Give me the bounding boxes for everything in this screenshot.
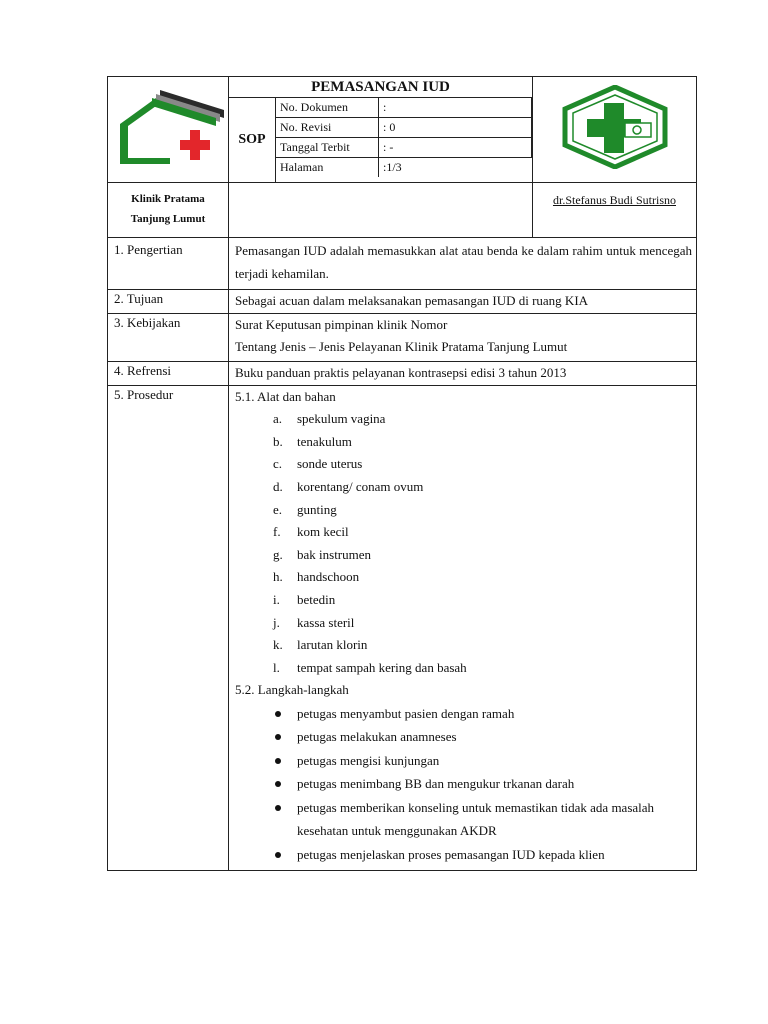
list-item: [273, 589, 692, 612]
section-label: 4. Refrensi: [108, 361, 229, 385]
list-item: [273, 566, 692, 589]
list-item: [273, 521, 692, 544]
list-text: betedin: [297, 591, 336, 607]
list-item: [273, 476, 692, 499]
list-marker: f.: [273, 524, 281, 540]
list-marker: a.: [273, 411, 283, 427]
clinic-name: [108, 183, 229, 238]
list-text: petugas memberikan konseling untuk memastikan tidak ada masalah kesehatan untuk menggunakan AKDR: [297, 799, 655, 839]
section-label: 3. Kebijakan: [108, 313, 229, 361]
health-ministry-logo-icon: [561, 85, 669, 169]
meta-value: : -: [379, 138, 532, 158]
list-text: korentang/ conam ovum: [297, 478, 424, 494]
document-title: PEMASANGAN IUD: [229, 77, 532, 98]
list-text: petugas menyambut pasien dengan ramah: [297, 705, 515, 721]
list-item: [273, 725, 692, 749]
meta-value: :1/3: [379, 158, 532, 178]
list-item: [273, 657, 692, 680]
list-item: [273, 749, 692, 773]
bullet-icon: [275, 758, 281, 764]
list-item: [273, 796, 692, 843]
list-item: [273, 843, 692, 867]
refrensi-text: Buku panduan praktis pelayanan kontrasepsi edisi 3 tahun 2013: [229, 361, 697, 385]
clinic-logo-cell: [108, 77, 229, 183]
langkah-list: [235, 702, 692, 867]
clinic-house-logo-icon: [112, 88, 224, 166]
list-text: handschoon: [297, 569, 360, 585]
bullet-icon: [275, 852, 281, 858]
clinic-name-line1: Klinik Pratama: [131, 193, 205, 205]
list-text: petugas melakukan anamneses: [297, 729, 457, 745]
bullet-icon: [275, 734, 281, 740]
list-marker: l.: [273, 659, 280, 675]
section-label: 2. Tujuan: [108, 290, 229, 314]
list-text: larutan klorin: [297, 637, 368, 653]
ministry-logo-cell: [533, 77, 697, 183]
pengertian-text: Pemasangan IUD adalah memasukkan alat atau benda ke dalam rahim untuk mencegah terjadi kehamilan.: [229, 238, 697, 290]
meta-key: Halaman: [276, 158, 379, 178]
list-marker: g.: [273, 546, 283, 562]
list-text: gunting: [297, 501, 337, 517]
bullet-icon: [275, 781, 281, 787]
kebijakan-text: [229, 313, 697, 361]
meta-key: No. Dokumen: [276, 98, 379, 118]
list-text: tempat sampah kering dan basah: [297, 659, 467, 675]
list-text: tenakulum: [297, 433, 352, 449]
list-text: sonde uterus: [297, 456, 363, 472]
meta-table: [276, 98, 532, 177]
bullet-icon: [275, 711, 281, 717]
alat-list: [235, 408, 692, 679]
list-marker: i.: [273, 591, 280, 607]
empty-middle: [229, 183, 533, 238]
sop-table: [107, 76, 697, 871]
header-middle: [229, 77, 533, 183]
list-marker: k.: [273, 637, 283, 653]
list-marker: h.: [273, 569, 283, 585]
list-item: [273, 634, 692, 657]
meta-value: :: [379, 98, 532, 118]
bullet-icon: [275, 805, 281, 811]
clinic-name-line2: Tanjung Lumut: [130, 213, 206, 225]
list-marker: c.: [273, 456, 283, 472]
sop-document: [107, 76, 696, 871]
list-item: [273, 544, 692, 567]
header-sub: [229, 98, 532, 182]
list-text: bak instrumen: [297, 546, 372, 562]
list-text: petugas menimbang BB dan mengukur trkanan darah: [297, 776, 575, 792]
list-marker: e.: [273, 501, 283, 517]
list-item: [273, 772, 692, 796]
subsection-title: 5.1. Alat dan bahan: [235, 388, 336, 404]
list-text: kom kecil: [297, 524, 349, 540]
list-item: [273, 453, 692, 476]
list-text: petugas mengisi kunjungan: [297, 752, 440, 768]
subsection-title: 5.2. Langkah-langkah: [235, 682, 349, 698]
kebijakan-line1: Surat Keputusan pimpinan klinik Nomor: [235, 316, 448, 332]
tujuan-text: Sebagai acuan dalam melaksanakan pemasangan IUD di ruang KIA: [229, 290, 697, 314]
prosedur-content: [229, 385, 697, 871]
list-marker: j.: [273, 614, 280, 630]
meta-key: Tanggal Terbit: [276, 138, 379, 158]
list-text: petugas menjelaskan proses pemasangan IUD kepada klien: [297, 846, 605, 862]
list-item: [273, 431, 692, 454]
meta-value: : 0: [379, 118, 532, 138]
sop-label: SOP: [229, 98, 276, 182]
section-label: 1. Pengertian: [108, 238, 229, 290]
section-label: 5. Prosedur: [108, 385, 229, 871]
list-item: [273, 612, 692, 635]
list-item: [273, 702, 692, 726]
list-item: [273, 499, 692, 522]
list-text: kassa steril: [297, 614, 355, 630]
meta-key: No. Revisi: [276, 118, 379, 138]
kebijakan-line2: Tentang Jenis – Jenis Pelayanan Klinik Pratama Tanjung Lumut: [235, 339, 568, 355]
list-marker: d.: [273, 478, 283, 494]
meta-cell: [276, 98, 533, 182]
list-text: spekulum vagina: [297, 411, 386, 427]
list-item: [273, 408, 692, 431]
list-marker: b.: [273, 433, 283, 449]
doctor-name: dr.Stefanus Budi Sutrisno: [533, 183, 697, 238]
